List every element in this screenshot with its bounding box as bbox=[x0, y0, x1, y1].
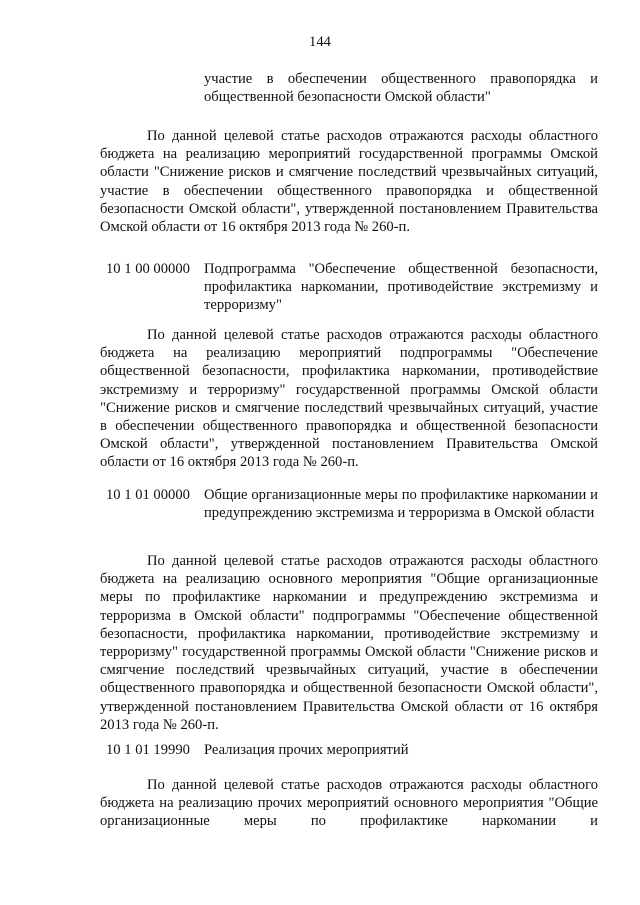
heading-title bbox=[204, 486, 598, 522]
heading-text: Подпрограмма "Обеспечение общественной безопасности, профилактика наркомании, противодействие экстремизму и терроризму" bbox=[204, 261, 598, 314]
budget-code: 10 1 00 00000 bbox=[106, 261, 190, 277]
heading-continuation: участие в обеспечении общественного правопорядка и общественной безопасности Омской области" bbox=[204, 71, 598, 106]
paragraph-other-activities: По данной целевой статье расходов отражаются расходы областного бюджета на реализацию прочих мероприятий основного мероприятия "Общие организационные меры по профилактике наркомании и bbox=[100, 777, 598, 830]
heading-text: Общие организационные меры по профилактике наркомании и предупреждению экстремизма и терроризма в Омской области bbox=[204, 487, 598, 522]
paragraph-program: По данной целевой статье расходов отражаются расходы областного бюджета на реализацию мероприятий государственной программы Омской области "Снижение рисков и смягчение последствий чрезвычайных ситуаций, участие в обеспечении общественного правопорядка и общественной безопасности Омской области", утвержденной постановлением Правительства Омской области от 16 октября 2013 года № 260-п. bbox=[100, 128, 598, 236]
page-number: 144 bbox=[309, 34, 331, 50]
paragraph-subprogram: По данной целевой статье расходов отражаются расходы областного бюджета на реализацию мероприятий подпрограммы "Обеспечение общественной безопасности, профилактика наркомании, противодействие экстремизму и терроризму" государственной программы Омской области "Снижение рисков и смягчение последствий чрезвычайных ситуаций, участие в обеспечении общественного правопорядка и общественной безопасности Омской области", утвержденной постановлением Правительства Омской области от 16 октября 2013 года № 260-п. bbox=[100, 327, 598, 471]
budget-code: 10 1 01 00000 bbox=[106, 487, 190, 503]
budget-code: 10 1 01 19990 bbox=[106, 742, 190, 758]
paragraph-main-activity: По данной целевой статье расходов отражаются расходы областного бюджета на реализацию основного мероприятия "Общие организационные меры по профилактике наркомании и предупреждению экстремизма и терроризма в Омской области" подпрограммы "Обеспечение общественной безопасности, профилактика наркомании, противодействие экстремизму и терроризму" государственной программы Омской области "Снижение рисков и смягчение последствий чрезвычайных ситуаций, участие в обеспечении общественного правопорядка и общественной безопасности Омской области", утвержденной постановлением Правительства Омской области от 16 октября 2013 года № 260-п. bbox=[100, 553, 598, 733]
heading-text: Реализация прочих мероприятий bbox=[204, 742, 409, 758]
heading-title bbox=[204, 260, 598, 315]
heading-title bbox=[204, 741, 598, 759]
